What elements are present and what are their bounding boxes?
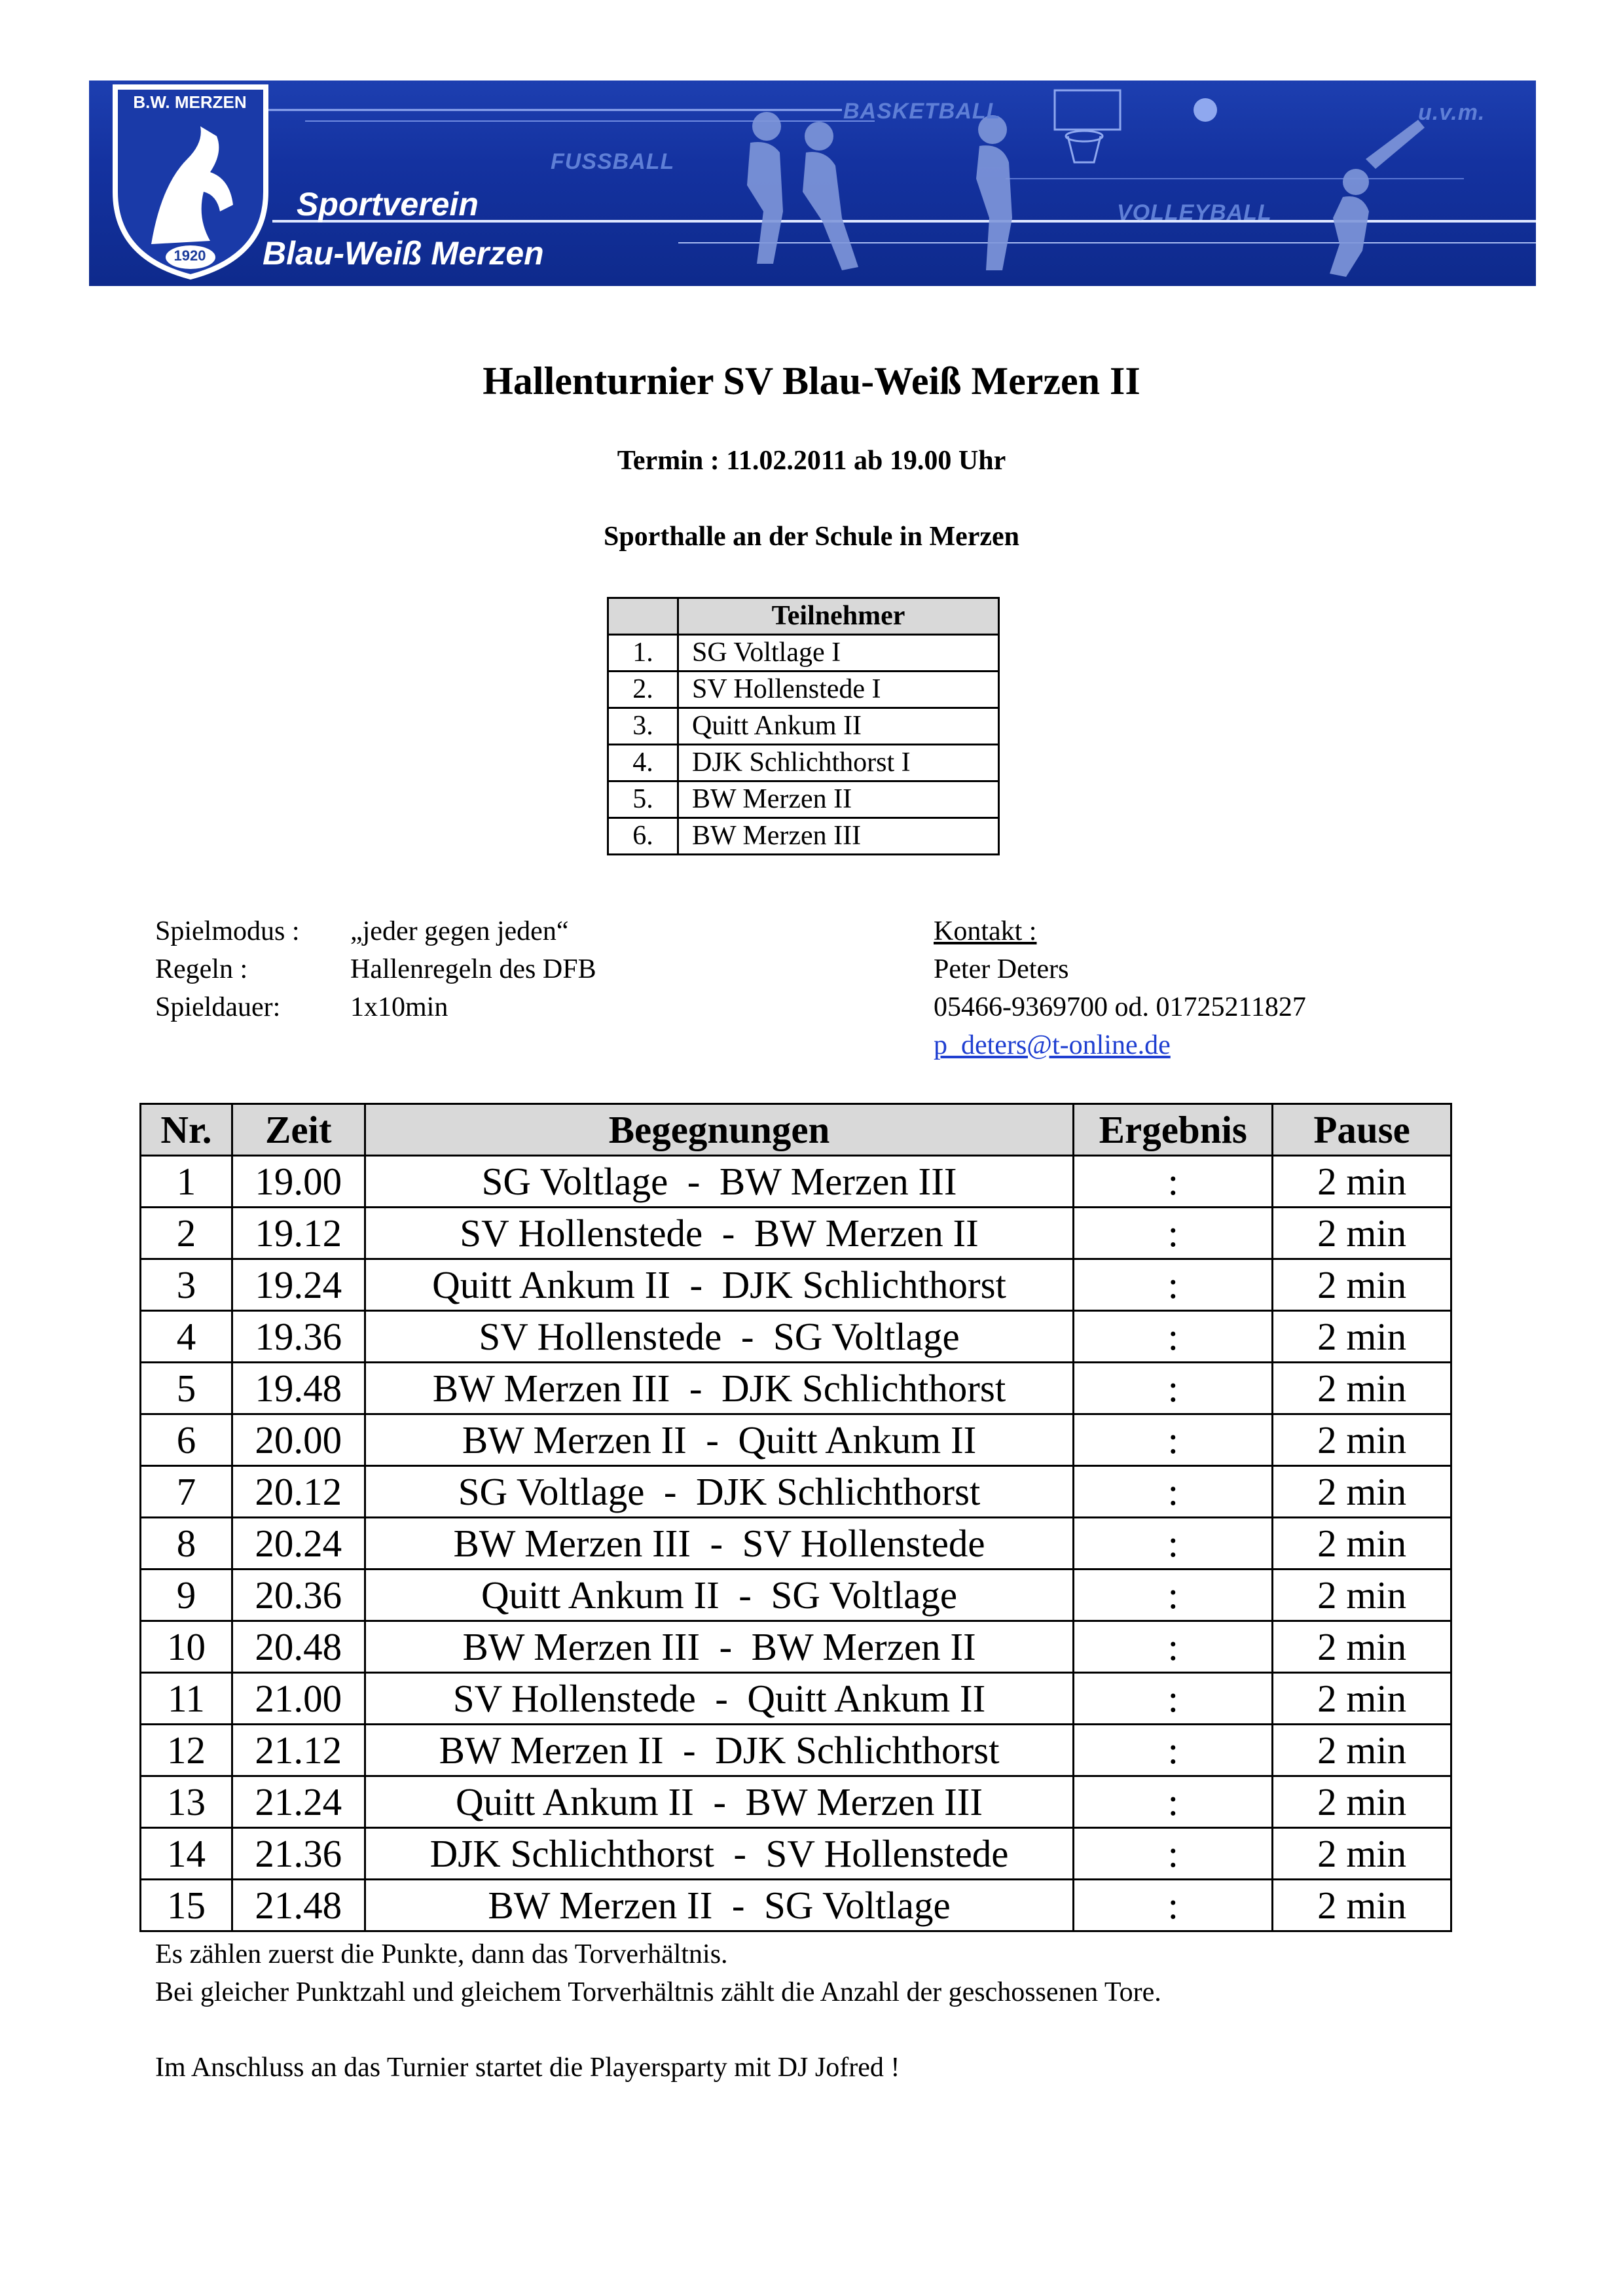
match-number: 9 <box>141 1570 232 1621</box>
match-time: 19.48 <box>232 1363 365 1414</box>
info-labels <box>155 912 300 1026</box>
match-pause: 2 min <box>1273 1259 1451 1311</box>
schedule-row <box>141 1776 1451 1828</box>
schedule-row <box>141 1621 1451 1673</box>
contact-block <box>934 912 1306 1064</box>
match-number: 12 <box>141 1725 232 1776</box>
match-result: : <box>1074 1518 1273 1570</box>
match-number: 2 <box>141 1208 232 1259</box>
banner-sport-fussball: FUSSBALL <box>551 149 675 174</box>
schedule-row <box>141 1466 1451 1518</box>
match-result: : <box>1074 1570 1273 1621</box>
contact-phone: 05466-9369700 od. 01725211827 <box>934 992 1306 1022</box>
contact-email-link[interactable]: p_deters@t-online.de <box>934 1030 1171 1060</box>
match-time: 19.24 <box>232 1259 365 1311</box>
match-number: 1 <box>141 1156 232 1208</box>
banner-title-line1: Sportverein <box>297 186 479 223</box>
match-result: : <box>1074 1363 1273 1414</box>
schedule-table <box>139 1103 1452 1932</box>
match-pause: 2 min <box>1273 1466 1451 1518</box>
match-pairing: BW Merzen III - SV Hollenstede <box>365 1518 1074 1570</box>
header-begegnungen: Begegnungen <box>365 1104 1074 1156</box>
match-pause: 2 min <box>1273 1673 1451 1725</box>
match-result: : <box>1074 1621 1273 1673</box>
contact-label: Kontakt : <box>934 916 1037 946</box>
match-time: 20.12 <box>232 1466 365 1518</box>
ball-icon <box>1194 98 1217 122</box>
crest-year: 1920 <box>173 247 206 264</box>
match-pause: 2 min <box>1273 1363 1451 1414</box>
match-pause: 2 min <box>1273 1208 1451 1259</box>
match-number: 3 <box>141 1259 232 1311</box>
schedule-row <box>141 1570 1451 1621</box>
spieldauer-label: Spieldauer: <box>155 992 281 1022</box>
match-pause: 2 min <box>1273 1311 1451 1363</box>
participant-row <box>608 818 999 855</box>
match-pairing: SV Hollenstede - Quitt Ankum II <box>365 1673 1074 1725</box>
schedule-row <box>141 1259 1451 1311</box>
schedule-header-row <box>141 1104 1451 1156</box>
schedule-row <box>141 1880 1451 1931</box>
spieldauer-value: 1x10min <box>350 992 448 1022</box>
match-pairing: BW Merzen II - SG Voltlage <box>365 1880 1074 1931</box>
match-result: : <box>1074 1673 1273 1725</box>
match-number: 13 <box>141 1776 232 1828</box>
match-pairing: BW Merzen II - Quitt Ankum II <box>365 1414 1074 1466</box>
header-zeit: Zeit <box>232 1104 365 1156</box>
match-pause: 2 min <box>1273 1156 1451 1208</box>
spielmodus-value: „jeder gegen jeden“ <box>350 916 569 946</box>
match-time: 21.24 <box>232 1776 365 1828</box>
basketball-hoop-icon <box>1055 90 1120 162</box>
match-time: 21.36 <box>232 1828 365 1880</box>
match-time: 20.24 <box>232 1518 365 1570</box>
match-result: : <box>1074 1414 1273 1466</box>
match-result: : <box>1074 1156 1273 1208</box>
match-result: : <box>1074 1725 1273 1776</box>
participant-number: 1. <box>608 635 678 672</box>
schedule-row <box>141 1725 1451 1776</box>
participants-body <box>608 635 999 855</box>
participant-row <box>608 708 999 745</box>
match-pairing: BW Merzen III - BW Merzen II <box>365 1621 1074 1673</box>
participant-name: BW Merzen III <box>678 818 999 855</box>
regeln-label: Regeln : <box>155 954 248 984</box>
event-location: Sporthalle an der Schule in Merzen <box>603 522 1020 552</box>
schedule-row <box>141 1673 1451 1725</box>
participant-number: 5. <box>608 781 678 818</box>
participant-name: SV Hollenstede I <box>678 672 999 708</box>
participant-number: 2. <box>608 672 678 708</box>
match-pause: 2 min <box>1273 1828 1451 1880</box>
match-number: 15 <box>141 1880 232 1931</box>
regeln-value: Hallenregeln des DFB <box>350 954 596 984</box>
match-result: : <box>1074 1311 1273 1363</box>
contact-name: Peter Deters <box>934 954 1069 984</box>
match-result: : <box>1074 1880 1273 1931</box>
match-pause: 2 min <box>1273 1776 1451 1828</box>
participant-name: Quitt Ankum II <box>678 708 999 745</box>
banner-sport-volleyball: VOLLEYBALL <box>1117 200 1272 225</box>
match-time: 21.12 <box>232 1725 365 1776</box>
match-pause: 2 min <box>1273 1570 1451 1621</box>
schedule-row <box>141 1518 1451 1570</box>
match-result: : <box>1074 1259 1273 1311</box>
info-values <box>350 912 596 1026</box>
match-pairing: SV Hollenstede - SG Voltlage <box>365 1311 1074 1363</box>
match-pairing: Quitt Ankum II - SG Voltlage <box>365 1570 1074 1621</box>
event-date: Termin : 11.02.2011 ab 19.00 Uhr <box>617 446 1006 476</box>
note-ranking-2: Bei gleicher Punktzahl und gleichem Torverhältnis zählt die Anzahl der geschossenen Tore. <box>155 1977 1161 2007</box>
participant-number: 3. <box>608 708 678 745</box>
match-time: 20.00 <box>232 1414 365 1466</box>
match-pause: 2 min <box>1273 1518 1451 1570</box>
participants-header: Teilnehmer <box>678 598 999 635</box>
participant-name: SG Voltlage I <box>678 635 999 672</box>
match-number: 5 <box>141 1363 232 1414</box>
match-number: 11 <box>141 1673 232 1725</box>
match-number: 6 <box>141 1414 232 1466</box>
match-pairing: DJK Schlichthorst - SV Hollenstede <box>365 1828 1074 1880</box>
match-result: : <box>1074 1208 1273 1259</box>
note-party: Im Anschluss an das Turnier startet die Playersparty mit DJ Jofred ! <box>155 2053 900 2083</box>
page-title: Hallenturnier SV Blau-Weiß Merzen II <box>483 359 1140 403</box>
participant-name: BW Merzen II <box>678 781 999 818</box>
match-time: 20.36 <box>232 1570 365 1621</box>
players-silhouette-icon <box>747 112 1425 277</box>
match-pause: 2 min <box>1273 1414 1451 1466</box>
schedule-row <box>141 1363 1451 1414</box>
participants-table <box>607 597 1000 855</box>
match-number: 10 <box>141 1621 232 1673</box>
match-pairing: SG Voltlage - DJK Schlichthorst <box>365 1466 1074 1518</box>
match-pairing: SG Voltlage - BW Merzen III <box>365 1156 1074 1208</box>
match-time: 20.48 <box>232 1621 365 1673</box>
schedule-row <box>141 1208 1451 1259</box>
schedule-row <box>141 1414 1451 1466</box>
schedule-body <box>141 1156 1451 1931</box>
header-ergebnis: Ergebnis <box>1074 1104 1273 1156</box>
participants-header-empty <box>608 598 678 635</box>
match-number: 4 <box>141 1311 232 1363</box>
match-time: 19.12 <box>232 1208 365 1259</box>
match-pairing: BW Merzen II - DJK Schlichthorst <box>365 1725 1074 1776</box>
match-number: 14 <box>141 1828 232 1880</box>
schedule-row <box>141 1156 1451 1208</box>
header-pause: Pause <box>1273 1104 1451 1156</box>
schedule-row <box>141 1828 1451 1880</box>
participant-row <box>608 745 999 781</box>
match-pairing: SV Hollenstede - BW Merzen II <box>365 1208 1074 1259</box>
match-pairing: Quitt Ankum II - BW Merzen III <box>365 1776 1074 1828</box>
match-pause: 2 min <box>1273 1725 1451 1776</box>
match-result: : <box>1074 1466 1273 1518</box>
match-number: 7 <box>141 1466 232 1518</box>
note-ranking-1: Es zählen zuerst die Punkte, dann das Torverhältnis. <box>155 1939 728 1969</box>
participant-row <box>608 672 999 708</box>
match-time: 19.36 <box>232 1311 365 1363</box>
match-pause: 2 min <box>1273 1621 1451 1673</box>
match-time: 21.00 <box>232 1673 365 1725</box>
header-nr: Nr. <box>141 1104 232 1156</box>
match-pause: 2 min <box>1273 1880 1451 1931</box>
banner-uvm: u.v.m. <box>1418 100 1486 125</box>
banner-sport-basketball: BASKETBALL <box>843 99 1001 124</box>
participant-number: 6. <box>608 818 678 855</box>
schedule-row <box>141 1311 1451 1363</box>
match-number: 8 <box>141 1518 232 1570</box>
participant-row <box>608 781 999 818</box>
spielmodus-label: Spielmodus : <box>155 916 300 946</box>
participant-row <box>608 635 999 672</box>
match-pairing: BW Merzen III - DJK Schlichthorst <box>365 1363 1074 1414</box>
match-result: : <box>1074 1828 1273 1880</box>
match-pairing: Quitt Ankum II - DJK Schlichthorst <box>365 1259 1074 1311</box>
participants-header-row <box>608 598 999 635</box>
participant-name: DJK Schlichthorst I <box>678 745 999 781</box>
club-banner <box>89 81 1536 286</box>
match-time: 19.00 <box>232 1156 365 1208</box>
match-result: : <box>1074 1776 1273 1828</box>
crest-text: B.W. MERZEN <box>133 92 247 112</box>
participant-number: 4. <box>608 745 678 781</box>
banner-title-line2: Blau-Weiß Merzen <box>263 235 544 272</box>
match-time: 21.48 <box>232 1880 365 1931</box>
